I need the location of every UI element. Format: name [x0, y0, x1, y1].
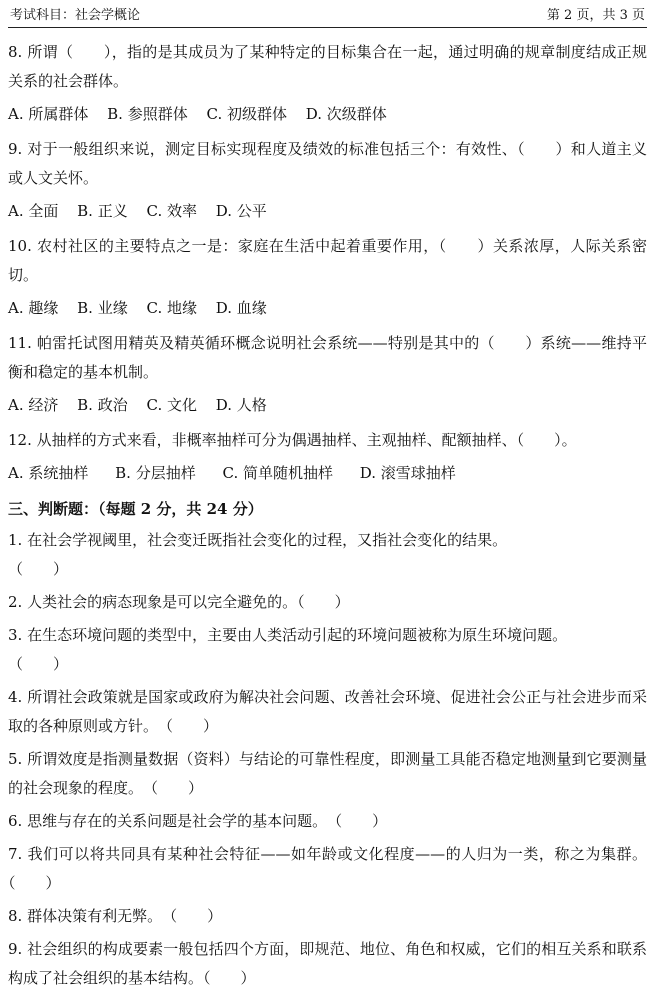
- option-a: A. 经济: [8, 396, 59, 414]
- option-a: A. 趣缘: [8, 299, 59, 317]
- option-d: D. 血缘: [215, 299, 267, 317]
- question-text: 11. 帕雷托试图用精英及精英循环概念说明社会系统——特别是其中的（ ）系统——维持平衡和稳定的基本机制。: [8, 334, 647, 381]
- answer-blank: （ ）: [150, 779, 204, 797]
- option-b: B. 政治: [77, 396, 128, 414]
- answer-options: [8, 391, 647, 420]
- statement-text: 7. 我们可以将共同具有某种社会特征——如年龄或文化程度——的人归为一类，称之为集群。: [8, 845, 647, 863]
- statement-text: 8. 群体决策有利无弊。: [8, 907, 155, 925]
- section-title: 三、判断题：（每题 2 分，共 24 分）: [8, 500, 263, 518]
- judgment-item-9: [8, 935, 647, 993]
- question-text: 12. 从抽样的方式来看，非概率抽样可分为偶遇抽样、主观抽样、配额抽样、（ ）。: [8, 431, 577, 449]
- option-c: C. 简单随机抽样: [222, 464, 333, 482]
- question-text: 10. 农村社区的主要特点之一是：家庭在生活中起着重要作用，（ ）关系浓厚，人际关系密切。: [8, 237, 647, 284]
- judgment-item-7: [8, 840, 647, 898]
- answer-blank: （ ）: [203, 969, 256, 987]
- statement-text: 1. 在社会学视阈里，社会变迁既指社会变化的过程，又指社会变化的结果。: [8, 531, 508, 549]
- option-c: C. 地缘: [146, 299, 197, 317]
- question-text: 9. 对于一般组织来说，测定目标实现程度及绩效的标准包括三个：有效性、（ ）和人道主义或人文关怀。: [8, 140, 647, 187]
- answer-blank: （ ）: [169, 907, 223, 925]
- question-9: [8, 135, 647, 226]
- statement-text: 3. 在生态环境问题的类型中，主要由人类活动引起的环境问题被称为原生环境问题。: [8, 626, 568, 644]
- judgment-item-4: [8, 683, 647, 741]
- question-10: [8, 232, 647, 323]
- option-b: B. 正义: [77, 202, 128, 220]
- answer-options: [8, 294, 647, 323]
- page-header: [8, 0, 647, 28]
- answer-options: [8, 100, 647, 129]
- judgment-item-2: [8, 588, 647, 617]
- option-d: D. 公平: [215, 202, 267, 220]
- answer-options: [8, 459, 647, 488]
- question-12: [8, 426, 647, 488]
- answer-blank: （ ）: [297, 593, 350, 611]
- answer-blank: （ ）: [165, 717, 219, 735]
- option-d: D. 人格: [215, 396, 267, 414]
- option-c: C. 文化: [146, 396, 197, 414]
- page-number: 第 2 页，共 3 页: [546, 8, 645, 23]
- statement-text: 2. 人类社会的病态现象是可以完全避免的。: [8, 593, 298, 611]
- answer-blank: （ ）: [8, 874, 61, 892]
- option-a: A. 系统抽样: [8, 464, 89, 482]
- answer-options: [8, 197, 647, 226]
- option-b: B. 分层抽样: [115, 464, 196, 482]
- judgment-item-3: [8, 621, 647, 679]
- answer-blank: （ ）: [8, 560, 69, 578]
- statement-text: 4. 所谓社会政策就是国家或政府为解决社会问题、改善社会环境、促进社会公正与社会进步而采取的各种原则或方针。: [8, 688, 647, 735]
- option-d: D. 次级群体: [305, 105, 387, 123]
- judgment-item-1: [8, 526, 647, 584]
- option-c: C. 初级群体: [206, 105, 287, 123]
- option-c: C. 效率: [146, 202, 197, 220]
- option-b: B. 业缘: [77, 299, 128, 317]
- option-b: B. 参照群体: [107, 105, 188, 123]
- option-a: A. 全面: [8, 202, 59, 220]
- judgment-item-8: [8, 902, 647, 931]
- option-d: D. 滚雪球抽样: [359, 464, 456, 482]
- question-text: 8. 所谓（ ），指的是其成员为了某种特定的目标集合在一起，通过明确的规章制度结成正规关系的社会群体。: [8, 43, 647, 90]
- statement-text: 5. 所谓效度是指测量数据（资料）与结论的可靠性程度，即测量工具能否稳定地测量到它要测量的社会现象的程度。: [8, 750, 647, 797]
- answer-blank: （ ）: [8, 655, 69, 673]
- question-8: [8, 38, 647, 129]
- question-11: [8, 329, 647, 420]
- exam-subject: 考试科目：社会学概论: [10, 8, 141, 23]
- option-a: A. 所属群体: [8, 105, 89, 123]
- exam-content: [8, 28, 647, 993]
- judgment-item-6: [8, 807, 647, 836]
- statement-text: 6. 思维与存在的关系问题是社会学的基本问题。: [8, 812, 320, 830]
- judgment-item-5: [8, 745, 647, 803]
- statement-text: 9. 社会组织的构成要素一般包括四个方面，即规范、地位、角色和权威，它们的相互关系和联系构成了社会组织的基本结构。: [8, 940, 647, 987]
- answer-blank: （ ）: [334, 812, 388, 830]
